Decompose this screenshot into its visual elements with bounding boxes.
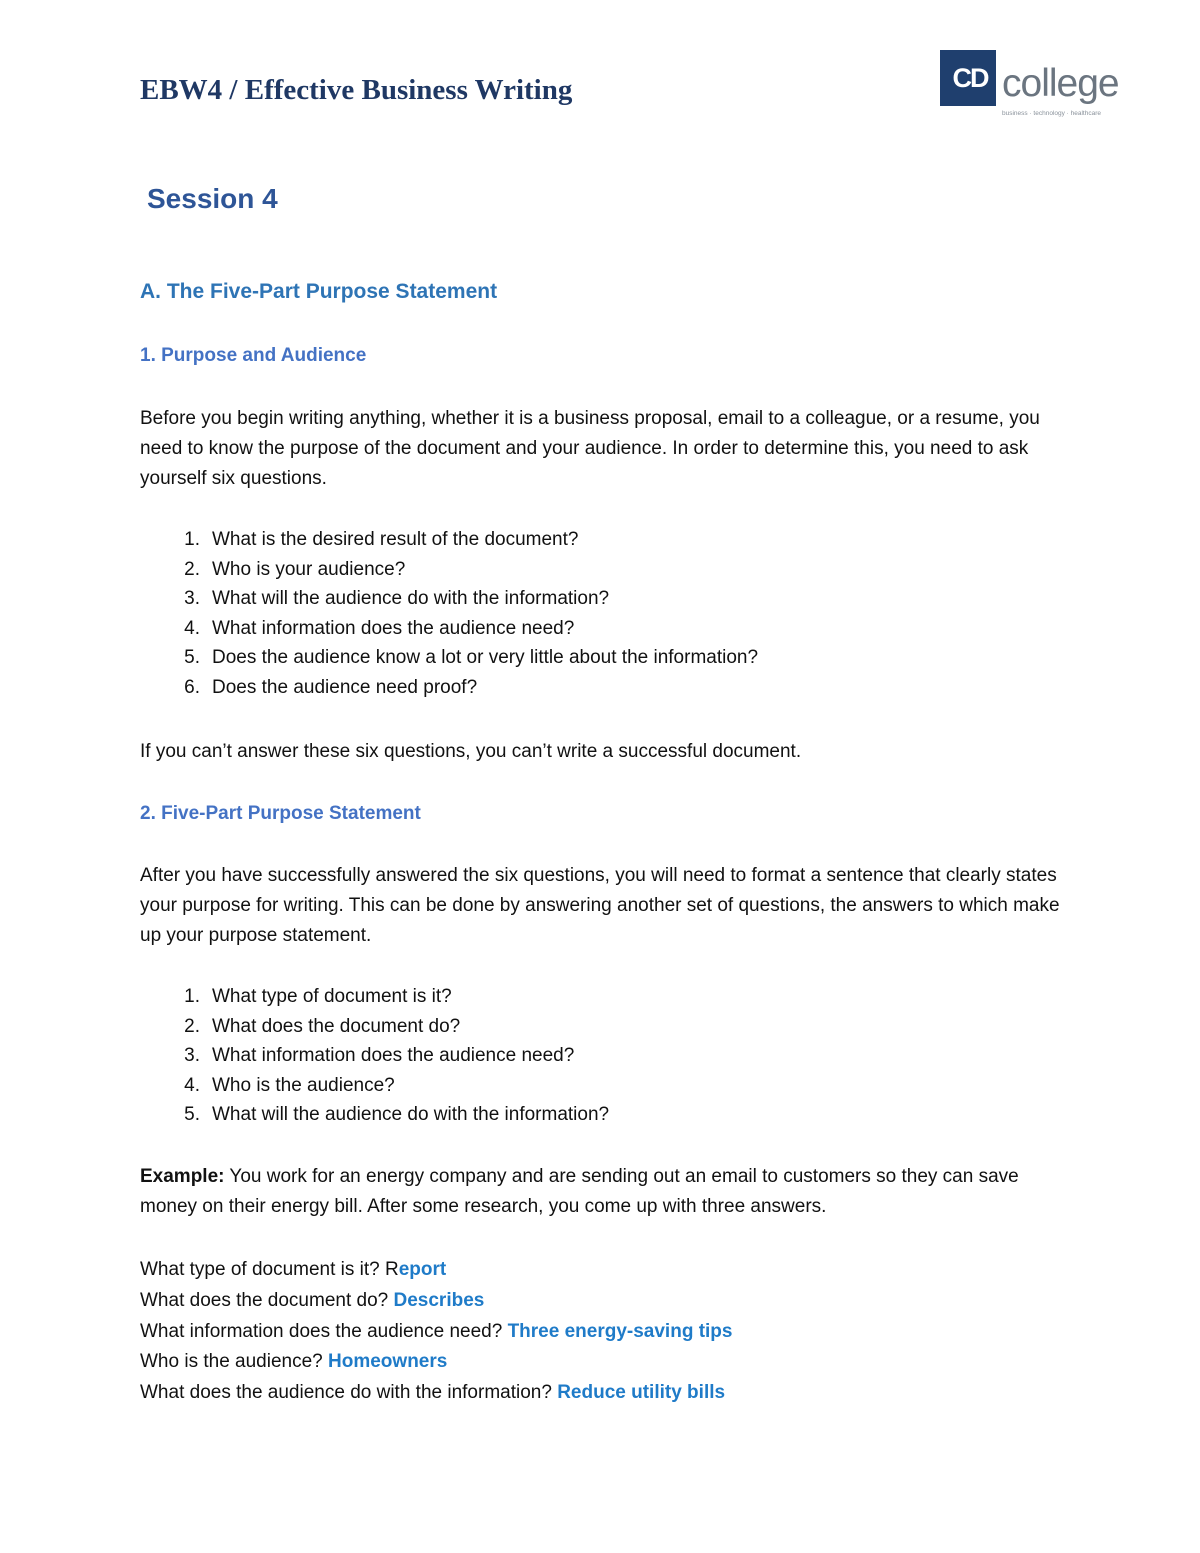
- part2-question-list: [140, 982, 1075, 1130]
- answer-question: What does the document do?: [140, 1289, 394, 1311]
- session-title: Session 4: [147, 183, 278, 214]
- question-number: 2.: [184, 1015, 200, 1037]
- part2-intro: After you have successfully answered the six questions, you will need to format a sentence that clearly states your purpose for writing. This can be done by answering another set of questions, the answers to which make up your purpose statement.: [140, 865, 1060, 946]
- part1-conclusion: If you can’t answer these six questions, you can’t write a successful document.: [140, 741, 802, 762]
- answer-question: What does the audience do with the information?: [140, 1382, 558, 1404]
- answer-question: What type of document is it? R: [140, 1259, 399, 1280]
- part2-heading: 2. Five-Part Purpose Statement: [140, 803, 421, 824]
- answer-value: Homeowners: [328, 1351, 448, 1373]
- example-text: You work for an energy company and are sending out an email to customers so they can save money on their energy bill. After some research, you come up with three answers.: [140, 1166, 1019, 1217]
- example-label: Example:: [140, 1166, 225, 1187]
- answer-line: [140, 1347, 1075, 1378]
- question-item: [140, 555, 1075, 585]
- part1-question-list: [140, 525, 1075, 703]
- question-text: What does the document do?: [212, 1015, 461, 1037]
- answer-line: [140, 1255, 1075, 1286]
- question-item: [140, 1100, 1075, 1130]
- answer-line: [140, 1286, 1075, 1317]
- course-title: EBW4 / Effective Business Writing: [140, 74, 573, 106]
- answer-value: eport: [398, 1259, 447, 1280]
- question-item: [140, 1012, 1075, 1042]
- question-text: What will the audience do with the information?: [212, 588, 610, 610]
- answer-value: Describes: [393, 1289, 485, 1311]
- logo-mark: [940, 50, 996, 106]
- question-number: 5.: [184, 1104, 200, 1126]
- example-paragraph: [140, 1162, 1075, 1222]
- example-answers: [140, 1255, 1075, 1409]
- question-number: 5.: [184, 647, 200, 669]
- part1-intro: Before you begin writing anything, whether it is a business proposal, email to a colleague, or a resume, you need to know the purpose of the document and your audience. In order to determine this, you need to ask yourself six questions.: [140, 408, 1040, 489]
- section-a-heading: A. The Five-Part Purpose Statement: [140, 280, 498, 303]
- question-number: 3.: [184, 1045, 200, 1067]
- question-text: Who is the audience?: [212, 1074, 395, 1096]
- logo-wordmark: college: [1002, 62, 1119, 105]
- logo-mark-text: CD: [952, 62, 988, 93]
- question-text: Does the audience know a lot or very little about the information?: [212, 647, 759, 669]
- question-number: 4.: [184, 1074, 200, 1096]
- question-item: [140, 673, 1075, 703]
- answer-question: What information does the audience need?: [140, 1320, 508, 1342]
- question-number: 1.: [184, 986, 200, 1007]
- question-text: What will the audience do with the information?: [212, 1104, 610, 1126]
- question-item: [140, 1071, 1075, 1101]
- cdi-college-logo: [940, 50, 1130, 125]
- logo-tagline: business · technology · healthcare: [1002, 110, 1102, 117]
- question-text: Who is your audience?: [212, 558, 406, 580]
- question-item: [140, 614, 1075, 644]
- question-number: 4.: [184, 617, 200, 639]
- question-number: 2.: [184, 558, 200, 580]
- answer-question: Who is the audience?: [140, 1351, 329, 1373]
- question-text: What information does the audience need?: [212, 1045, 575, 1067]
- question-item: [140, 525, 1075, 555]
- question-number: 6.: [184, 676, 200, 698]
- answer-line: [140, 1317, 1075, 1348]
- question-item: [140, 643, 1075, 673]
- answer-line: [140, 1378, 1075, 1409]
- question-text: What is the desired result of the document?: [212, 529, 579, 550]
- question-item: [140, 584, 1075, 614]
- question-text: What type of document is it?: [212, 986, 452, 1007]
- question-item: [140, 982, 1075, 1012]
- question-number: 3.: [184, 588, 200, 610]
- question-text: What information does the audience need?: [212, 617, 575, 639]
- question-text: Does the audience need proof?: [212, 676, 478, 698]
- answer-value: Reduce utility bills: [557, 1382, 726, 1404]
- part1-heading: 1. Purpose and Audience: [140, 345, 367, 366]
- question-number: 1.: [184, 529, 200, 550]
- answer-value: Three energy-saving tips: [507, 1320, 733, 1342]
- question-item: [140, 1041, 1075, 1071]
